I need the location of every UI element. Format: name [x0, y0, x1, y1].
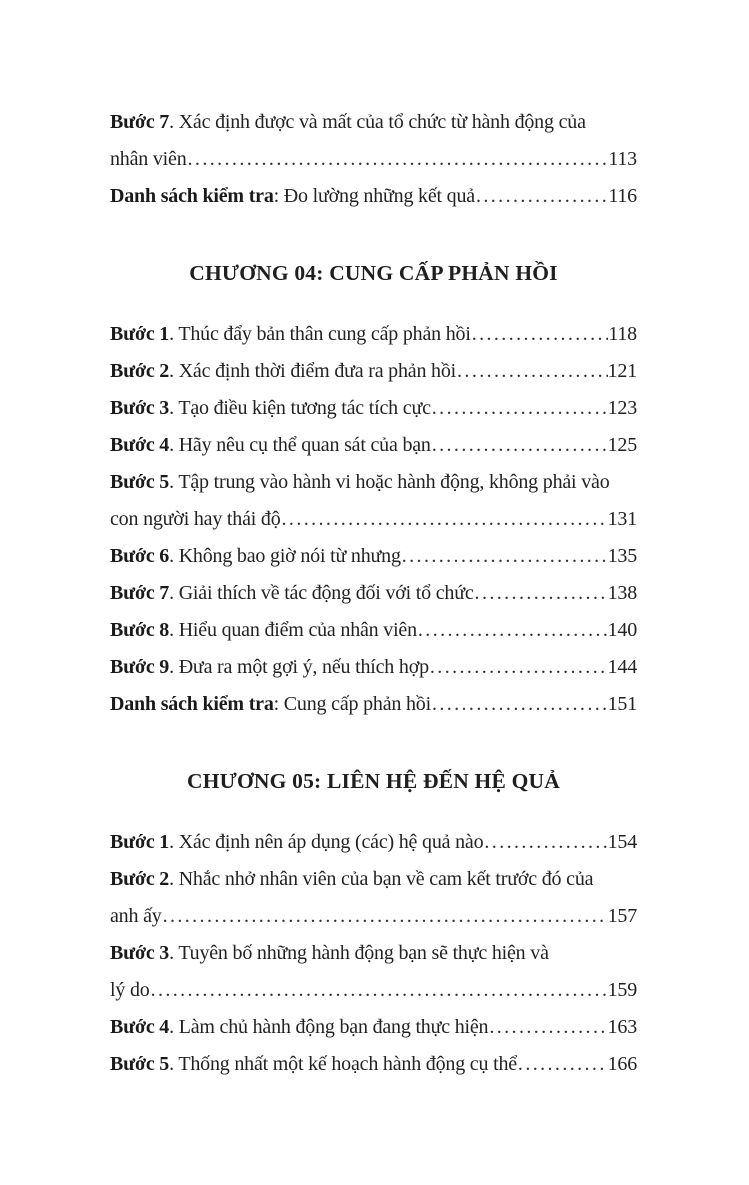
entry-line — [110, 824, 637, 861]
page-number: 113 — [608, 148, 637, 170]
entry-label: Bước 1 — [110, 831, 170, 853]
entry-text: . Nhắc nhở nhân viên của bạn về cam kết trước đó của — [169, 868, 594, 890]
entry-line — [110, 686, 637, 723]
page-number: 135 — [607, 545, 637, 567]
entry-line — [110, 1046, 637, 1083]
dot-leader — [488, 1009, 607, 1046]
toc-entry — [110, 861, 637, 935]
entry-text: . Hiểu quan điểm của nhân viên — [169, 619, 417, 641]
page-number: 138 — [607, 582, 637, 604]
dot-leader — [456, 353, 608, 390]
toc-entry — [110, 612, 637, 649]
toc-entry — [110, 316, 637, 353]
page-number: 154 — [607, 831, 637, 853]
dot-leader — [517, 1046, 608, 1083]
toc-entry — [110, 575, 637, 612]
toc-entry — [110, 824, 637, 861]
entry-label: Danh sách kiểm tra — [110, 693, 274, 715]
entry-text: . Giải thích về tác động đối với tổ chức — [169, 582, 474, 604]
page-number: 159 — [607, 979, 637, 1001]
toc-entry — [110, 390, 637, 427]
entry-label: Bước 1 — [110, 323, 170, 345]
entry-label: Bước 9 — [110, 656, 170, 678]
page-number: 125 — [607, 434, 637, 456]
entry-text: . Xác định được và mất của tổ chức từ hành động của — [169, 111, 586, 133]
dot-leader — [150, 972, 608, 1009]
toc-section — [110, 763, 637, 1083]
page-number: 123 — [607, 397, 637, 419]
toc-entry — [110, 104, 637, 178]
toc-entry — [110, 353, 637, 390]
entry-text: . Xác định nên áp dụng (các) hệ quả nào — [169, 831, 484, 853]
entry-text: . Tuyên bố những hành động bạn sẽ thực hiện và — [169, 942, 549, 964]
toc-content — [110, 104, 637, 1083]
page-number: 144 — [607, 656, 637, 678]
entry-line — [110, 649, 637, 686]
entry-first-line — [110, 935, 637, 972]
chapter-heading: CHƯƠNG 04: CUNG CẤP PHẢN HỒI — [189, 261, 558, 285]
entry-text: . Tạo điều kiện tương tác tích cực — [169, 397, 431, 419]
dot-leader — [483, 824, 607, 861]
dot-leader — [281, 501, 608, 538]
entry-line — [110, 612, 637, 649]
entry-text: . Làm chủ hành động bạn đang thực hiện — [169, 1016, 489, 1038]
entry-text: : Đo lường những kết quả — [273, 185, 475, 207]
dot-leader — [162, 898, 608, 935]
entry-line — [110, 178, 637, 215]
page-number: 121 — [607, 360, 637, 382]
entry-continuation: con người hay thái độ — [110, 508, 281, 530]
toc-entry — [110, 427, 637, 464]
page-number: 140 — [607, 619, 637, 641]
toc-section — [110, 104, 637, 215]
entry-label: Bước 3 — [110, 397, 170, 419]
chapter-heading: CHƯƠNG 05: LIÊN HỆ ĐẾN HỆ QUẢ — [187, 769, 560, 793]
entry-label: Bước 8 — [110, 619, 170, 641]
entry-continuation: anh ấy — [110, 905, 162, 927]
toc-entry — [110, 1009, 637, 1046]
entry-label: Bước 2 — [110, 360, 170, 382]
dot-leader — [475, 178, 608, 215]
entry-label: Bước 5 — [110, 471, 170, 493]
entry-text: . Tập trung vào hành vi hoặc hành động, không phải vào — [169, 471, 610, 493]
entry-first-line — [110, 104, 637, 141]
entry-first-line — [110, 861, 637, 898]
entry-second-line — [110, 141, 637, 178]
dot-leader — [401, 538, 608, 575]
entry-text: . Thống nhất một kế hoạch hành động cụ thể — [169, 1053, 517, 1075]
toc-entry — [110, 1046, 637, 1083]
toc-entry — [110, 178, 637, 215]
entry-second-line — [110, 898, 637, 935]
page-number: 116 — [608, 185, 637, 207]
entry-line — [110, 538, 637, 575]
entry-second-line — [110, 972, 637, 1009]
entry-text: . Đưa ra một gợi ý, nếu thích hợp — [169, 656, 429, 678]
toc-section — [110, 255, 637, 723]
toc-entry — [110, 686, 637, 723]
toc-entry — [110, 538, 637, 575]
toc-entry — [110, 935, 637, 1009]
entry-line — [110, 353, 637, 390]
entry-label: Bước 7 — [110, 111, 170, 133]
entry-label: Danh sách kiểm tra — [110, 185, 274, 207]
entry-label: Bước 4 — [110, 434, 170, 456]
dot-leader — [431, 390, 608, 427]
page-number: 118 — [608, 323, 637, 345]
dot-leader — [474, 575, 608, 612]
dot-leader — [431, 427, 608, 464]
entry-line — [110, 316, 637, 353]
entry-label: Bước 7 — [110, 582, 170, 604]
page-number: 166 — [607, 1053, 637, 1075]
entry-label: Bước 3 — [110, 942, 170, 964]
page-number: 131 — [607, 508, 637, 530]
entry-line — [110, 427, 637, 464]
entry-text: . Hãy nêu cụ thể quan sát của bạn — [169, 434, 431, 456]
dot-leader — [187, 141, 609, 178]
entry-text: . Thúc đẩy bản thân cung cấp phản hồi — [169, 323, 471, 345]
dot-leader — [471, 316, 609, 353]
entry-text: . Xác định thời điểm đưa ra phản hồi — [169, 360, 457, 382]
page-number: 157 — [607, 905, 637, 927]
entry-first-line — [110, 464, 637, 501]
entry-line — [110, 390, 637, 427]
toc-entry — [110, 464, 637, 538]
toc-entry — [110, 649, 637, 686]
entry-text: : Cung cấp phản hồi — [273, 693, 431, 715]
entry-label: Bước 6 — [110, 545, 170, 567]
page-number: 151 — [607, 693, 637, 715]
entry-continuation: nhân viên — [110, 148, 187, 170]
entry-line — [110, 575, 637, 612]
page-number: 163 — [607, 1016, 637, 1038]
entry-label: Bước 2 — [110, 868, 170, 890]
dot-leader — [431, 686, 608, 723]
entry-second-line — [110, 501, 637, 538]
dot-leader — [429, 649, 608, 686]
entry-continuation: lý do — [110, 979, 150, 1001]
dot-leader — [417, 612, 608, 649]
entry-label: Bước 5 — [110, 1053, 170, 1075]
entry-label: Bước 4 — [110, 1016, 170, 1038]
entry-text: . Không bao giờ nói từ nhưng — [169, 545, 401, 567]
entry-line — [110, 1009, 637, 1046]
